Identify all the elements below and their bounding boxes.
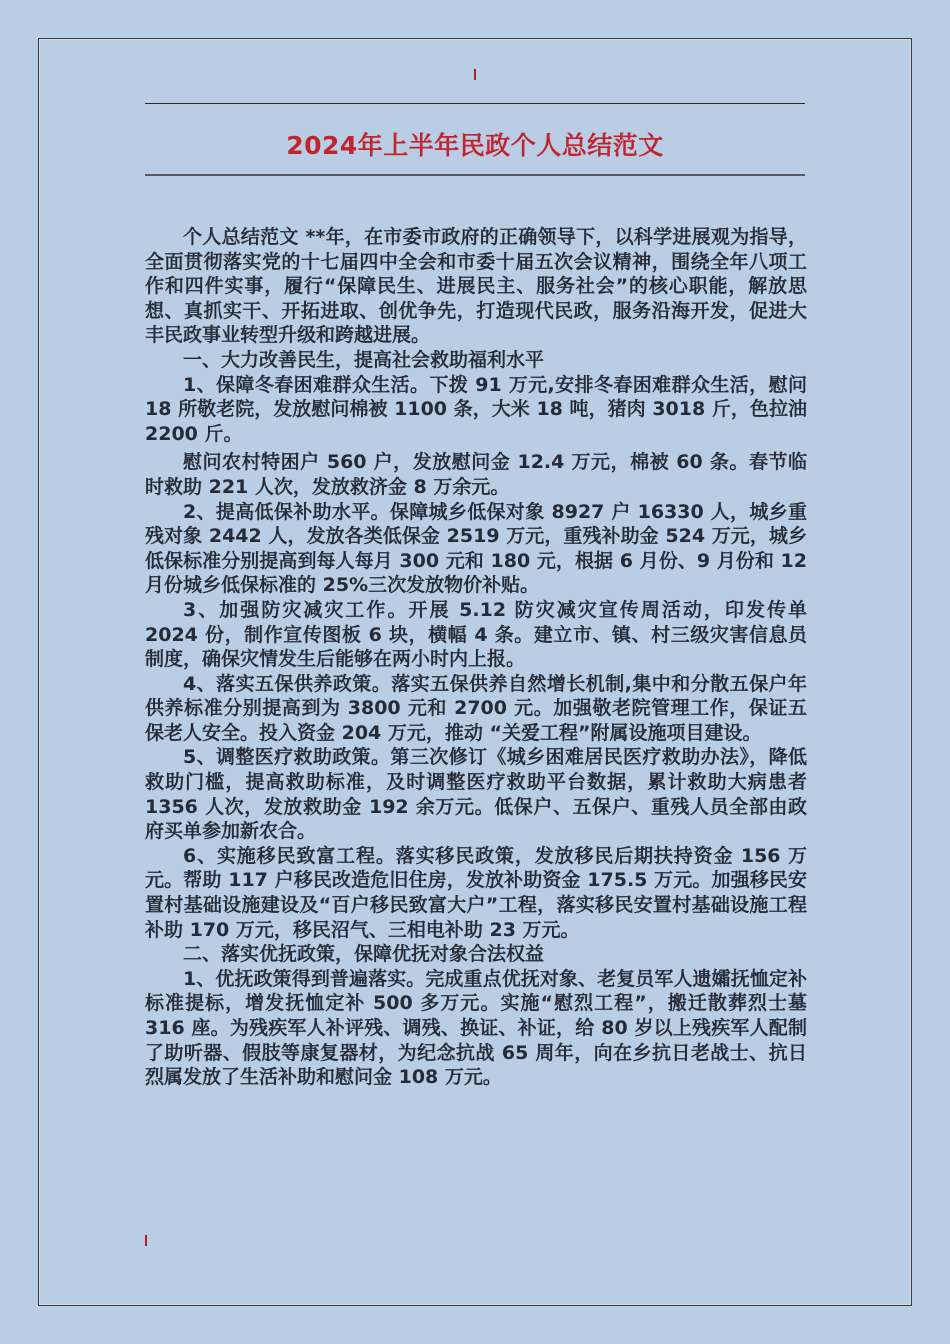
item-paragraph: 3、加强防灾减灾工作。开展 5.12 防灾减灾宣传周活动，印发传单 2024 份，制作宣传图板 6 块，横幅 4 条。建立市、镇、村三级灾害信息员制度，确保灾情发生后能够在两小时内上报。	[145, 598, 807, 671]
document-page	[38, 38, 912, 1306]
title-rule	[145, 174, 805, 176]
footer-mark	[145, 1235, 147, 1246]
item-paragraph: 6、实施移民致富工程。落实移民政策，发放移民后期扶持资金 156 万元。帮助 117 户移民改造危旧住房，发放补助资金 175.5 万元。加强移民安置村基础设施建设及“百户移民致富大户”工程，落实移民安置村基础设施工程补助 170 万元，移民沼气、三相电补助 23 万元。	[145, 844, 807, 941]
section-heading-1: 一、大力改善民生，提高社会救助福利水平	[183, 348, 545, 371]
item-paragraph: 慰问农村特困户 560 户，发放慰问金 12.4 万元，棉被 60 条。春节临时救助 221 人次，发放救济金 8 万余元。	[145, 451, 807, 498]
item-paragraph: 1、保障冬春困难群众生活。下拨 91 万元,安排冬春困难群众生活，慰问 18 所敬老院，发放慰问棉被 1100 条，大米 18 吨，猪肉 3018 斤，色拉油 2200 斤。	[145, 373, 807, 445]
document-body	[145, 225, 807, 1090]
item-paragraph: 2、提高低保补助水平。保障城乡低保对象 8927 户 16330 人，城乡重残对象 2442 人，发放各类低保金 2519 万元，重残补助金 524 万元，城乡低保标准分别提高到每人每月 300 元和 180 元，根据 6 月份、9 月份和 12 月份城乡低保标准的 25%三次发放物价补贴。	[145, 500, 807, 597]
header-rule	[145, 103, 805, 104]
document-title: 2024年上半年民政个人总结范文	[286, 131, 664, 160]
section-heading-2: 二、落实优抚政策，保障优抚对象合法权益	[183, 943, 545, 966]
header-mark	[474, 69, 476, 80]
item-paragraph: 4、落实五保供养政策。落实五保供养自然增长机制,集中和分散五保户年供养标准分别提高到为 3800 元和 2700 元。加强敬老院管理工作，保证五保老人安全。投入资金 204 万元，推动 “关爱工程”附属设施项目建设。	[145, 672, 807, 744]
intro-paragraph: 个人总结范文 **年，在市委市政府的正确领导下，以科学进展观为指导，全面贯彻落实党的十七届四中全会和市委十届五次会议精神，围绕全年八项工作和四件实事，履行“保障民生、进展民主、服务社会”的核心职能，解放思想、真抓实干、开拓进取、创优争先，打造现代民政，服务沿海开发，促进大丰民政事业转型升级和跨越进展。	[145, 226, 807, 347]
item-paragraph: 1、优抚政策得到普遍落实。完成重点优抚对象、老复员军人遗孀抚恤定补标准提标，增发抚恤定补 500 多万元。实施“慰烈工程”，搬迁散葬烈士墓 316 座。为残疾军人补评残、调残、换证、补证，给 80 岁以上残疾军人配制了助听器、假肢等康复器材，为纪念抗战 65 周年，向在乡抗日老战士、抗日烈属发放了生活补助和慰问金 108 万元。	[145, 967, 807, 1089]
item-paragraph: 5、调整医疗救助政策。第三次修订《城乡困难居民医疗救助办法》，降低救助门槛，提高救助标准，及时调整医疗救助平台数据，累计救助大病患者 1356 人次，发放救助金 192 余万元。低保户、五保户、重残人员全部由政府买单参加新农合。	[145, 746, 807, 843]
